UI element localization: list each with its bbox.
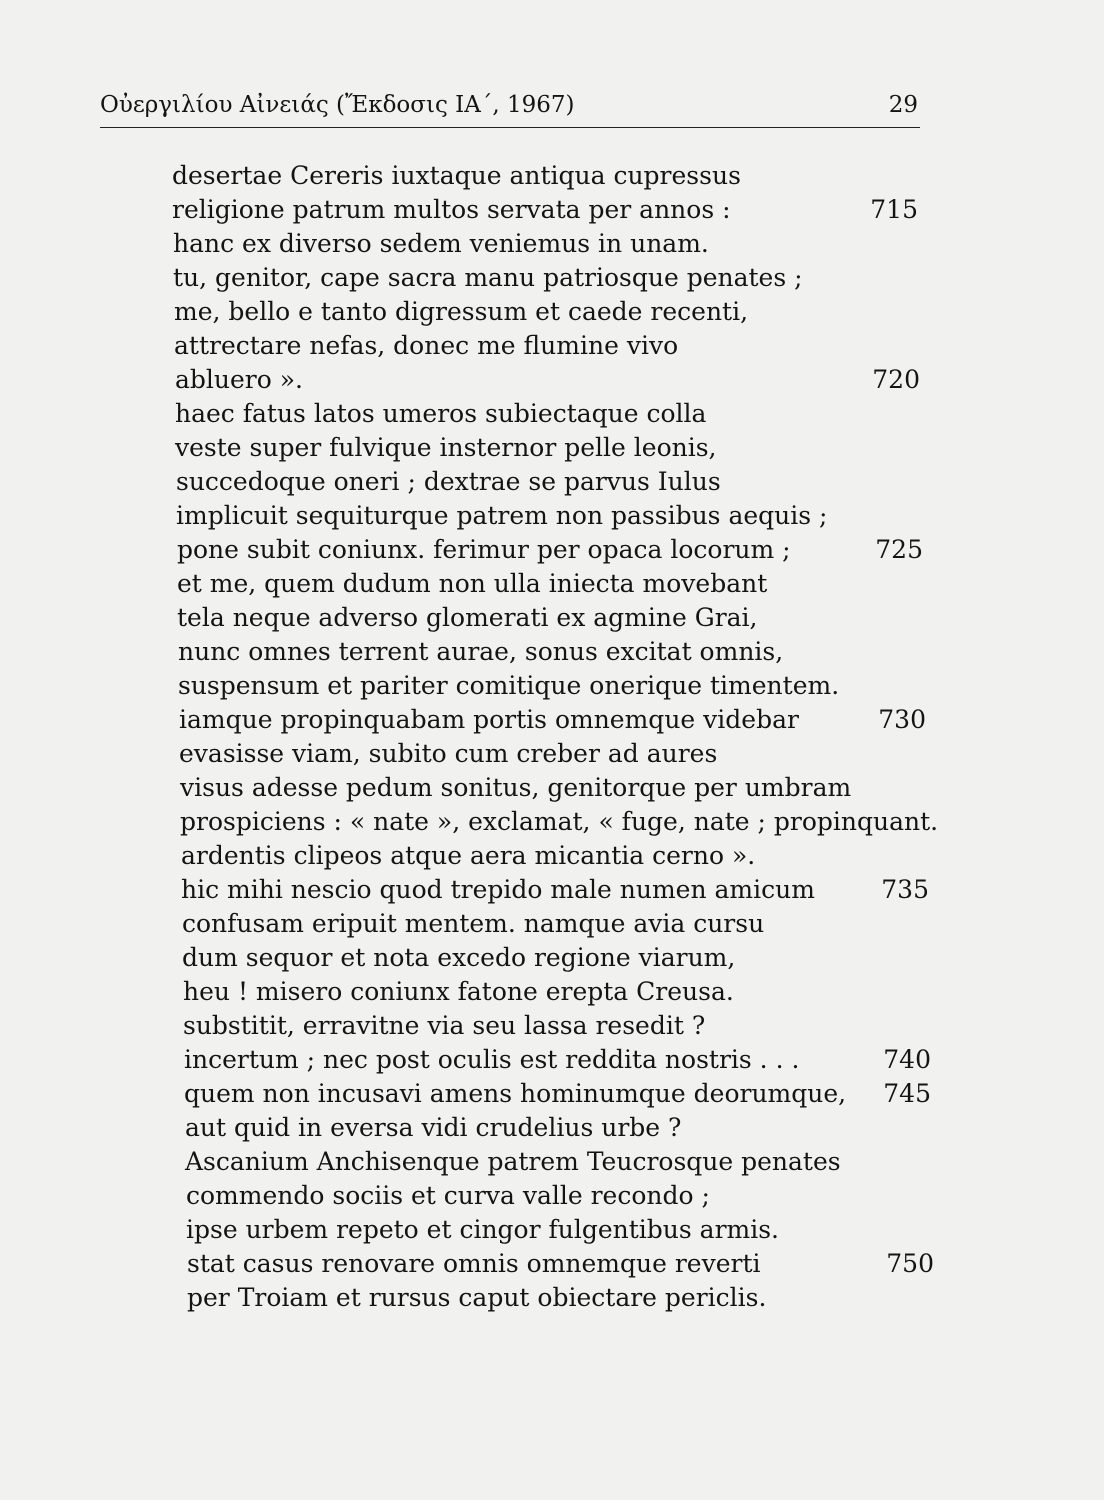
verse-line: succedoque oneri ; dextrae se parvus Iulus bbox=[176, 467, 721, 496]
verse-line: visus adesse pedum sonitus, genitorque per umbram bbox=[180, 773, 852, 802]
line-number: 730 bbox=[878, 705, 926, 734]
verse-line: tu, genitor, cape sacra manu patriosque penates ; bbox=[173, 263, 803, 292]
line-number: 740 bbox=[883, 1045, 931, 1074]
verse-line: implicuit sequiturque patrem non passibus aequis ; bbox=[176, 501, 828, 530]
verse-line: confusam eripuit mentem. namque avia cursu bbox=[182, 909, 765, 938]
running-title: Οὐεργιλίου Αἰνειάς (Ἔκδοσις ΙΑ΄, 1967) bbox=[100, 92, 575, 118]
verse-line: pone subit coniunx. ferimur per opaca locorum ; bbox=[177, 535, 791, 564]
verse-line: prospiciens : « nate », exclamat, « fuge, nate ; propinquant. bbox=[180, 807, 939, 836]
verse-line: attrectare nefas, donec me flumine vivo bbox=[174, 331, 679, 360]
verse-line: incertum ; nec post oculis est reddita nostris . . . bbox=[184, 1045, 800, 1074]
verse-line: dum sequor et nota excedo regione viarum, bbox=[182, 943, 736, 972]
verse-line: per Troiam et rursus caput obiectare periclis. bbox=[187, 1283, 767, 1312]
verse-line: commendo sociis et curva valle recondo ; bbox=[186, 1181, 710, 1210]
verse-line: ipse urbem repeto et cingor fulgentibus armis. bbox=[186, 1215, 780, 1244]
verse-line: desertae Cereris iuxtaque antiqua cupressus bbox=[172, 161, 741, 190]
verse-line: nunc omnes terrent aurae, sonus excitat omnis, bbox=[178, 637, 784, 666]
verse-line: hanc ex diverso sedem veniemus in unam. bbox=[173, 229, 709, 258]
verse-line: tela neque adverso glomerati ex agmine Grai, bbox=[177, 603, 758, 632]
verse-line: me, bello e tanto digressum et caede recenti, bbox=[174, 297, 749, 326]
verse-line: et me, quem dudum non ulla iniecta movebant bbox=[177, 569, 768, 598]
verse-line: abluero ». bbox=[175, 365, 303, 394]
page-number: 29 bbox=[888, 92, 918, 118]
verse-line: Ascanium Anchisenque patrem Teucrosque penates bbox=[185, 1147, 841, 1176]
verse-line: veste super fulvique insternor pelle leonis, bbox=[175, 433, 717, 462]
verse-line: heu ! misero coniunx fatone erepta Creusa. bbox=[183, 977, 734, 1006]
line-number: 715 bbox=[870, 195, 918, 224]
line-number: 725 bbox=[875, 535, 923, 564]
verse-line: stat casus renovare omnis omnemque reverti bbox=[187, 1249, 761, 1278]
verse-line: ardentis clipeos atque aera micantia cerno ». bbox=[181, 841, 756, 870]
verse-line: evasisse viam, subito cum creber ad aures bbox=[179, 739, 718, 768]
verse-line: hic mihi nescio quod trepido male numen amicum bbox=[181, 875, 815, 904]
line-number: 720 bbox=[872, 365, 920, 394]
verse-line: quem non incusavi amens hominumque deorumque, bbox=[184, 1079, 847, 1108]
verse-line: suspensum et pariter comitique onerique timentem. bbox=[178, 671, 840, 700]
header-rule bbox=[100, 127, 920, 128]
line-number: 750 bbox=[886, 1249, 934, 1278]
verse-line: religione patrum multos servata per annos : bbox=[172, 195, 731, 224]
page-header bbox=[100, 92, 920, 126]
line-number: 745 bbox=[883, 1079, 931, 1108]
verse-line: haec fatus latos umeros subiectaque colla bbox=[175, 399, 707, 428]
line-number: 735 bbox=[881, 875, 929, 904]
verse-line: substitit, erravitne via seu lassa resedit ? bbox=[183, 1011, 706, 1040]
verse-line: iamque propinquabam portis omnemque videbar bbox=[179, 705, 799, 734]
verse-line: aut quid in eversa vidi crudelius urbe ? bbox=[185, 1113, 682, 1142]
